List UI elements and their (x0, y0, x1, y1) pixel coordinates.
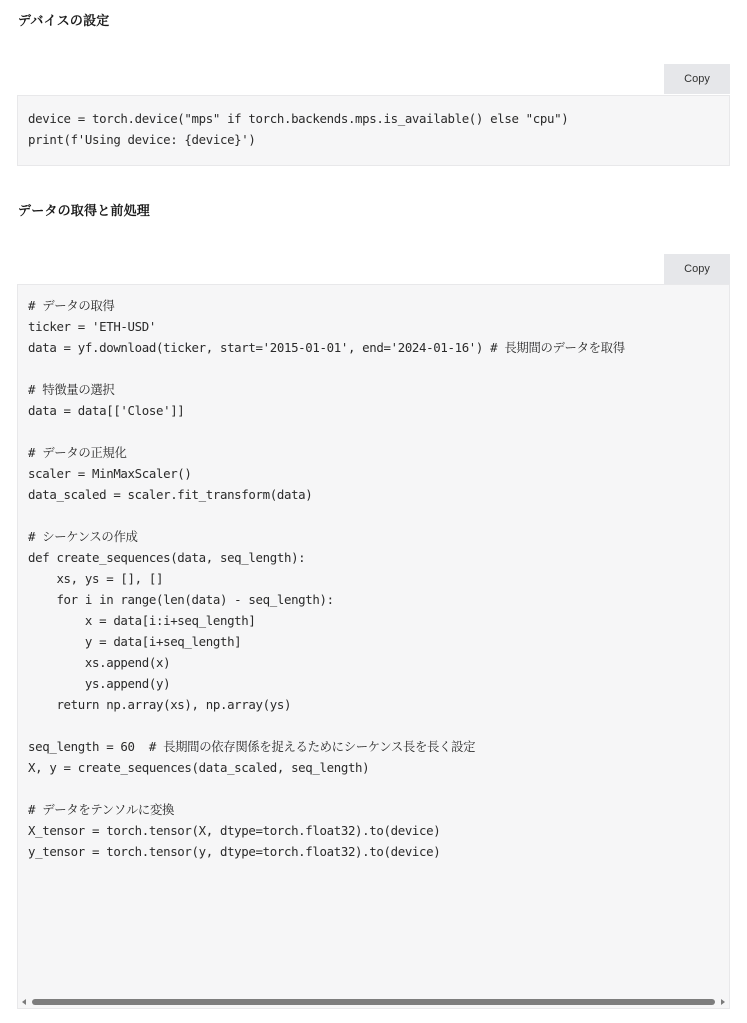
code-content (18, 285, 729, 862)
section-heading-data-preprocessing: データの取得と前処理 (18, 204, 151, 219)
code-line: X, y = create_sequences(data_scaled, seq_length) (28, 760, 370, 775)
section-heading-device-settings: デバイスの設定 (18, 14, 110, 29)
scroll-left-arrow-icon[interactable] (22, 999, 26, 1005)
code-line: # シーケンスの作成 (28, 529, 138, 544)
code-line: def create_sequences(data, seq_length): (28, 550, 306, 565)
code-line: # データの取得 (28, 298, 115, 313)
code-line: data_scaled = scaler.fit_transform(data) (28, 487, 313, 502)
code-line: print(f'Using device: {device}') (28, 132, 256, 147)
code-line: # データの正規化 (28, 445, 127, 460)
code-line: xs, ys = [], [] (28, 571, 164, 586)
code-content (18, 96, 729, 150)
code-line: data = data[['Close']] (28, 403, 185, 418)
copy-button[interactable]: Copy (664, 254, 730, 284)
code-line (28, 505, 729, 526)
code-line (28, 358, 729, 379)
code-line (28, 715, 729, 736)
code-line (28, 778, 729, 799)
code-line: for i in range(len(data) - seq_length): (28, 592, 334, 607)
code-block-device[interactable] (17, 95, 730, 166)
code-line: X_tensor = torch.tensor(X, dtype=torch.float32).to(device) (28, 823, 441, 838)
copy-button[interactable]: Copy (664, 64, 730, 94)
code-line: scaler = MinMaxScaler() (28, 466, 192, 481)
code-line: ys.append(y) (28, 676, 171, 691)
code-line: y = data[i+seq_length] (28, 634, 242, 649)
scroll-right-arrow-icon[interactable] (721, 999, 725, 1005)
code-line (28, 421, 729, 442)
code-line: y_tensor = torch.tensor(y, dtype=torch.float32).to(device) (28, 844, 441, 859)
code-line: xs.append(x) (28, 655, 171, 670)
scrollbar-thumb[interactable] (32, 999, 715, 1005)
code-line: # データをテンソルに変換 (28, 802, 175, 817)
code-line: x = data[i:i+seq_length] (28, 613, 256, 628)
code-line: data = yf.download(ticker, start='2015-01-01', end='2024-01-16') # 長期間のデータを取得 (28, 340, 625, 355)
horizontal-scrollbar[interactable] (18, 996, 729, 1008)
code-line: ticker = 'ETH-USD' (28, 319, 156, 334)
code-line: return np.array(xs), np.array(ys) (28, 697, 292, 712)
code-block-preprocessing[interactable] (17, 284, 730, 1009)
code-line: # 特徴量の選択 (28, 382, 115, 397)
code-line: seq_length = 60 # 長期間の依存関係を捉えるためにシーケンス長を長く設定 (28, 739, 476, 754)
code-line: device = torch.device("mps" if torch.backends.mps.is_available() else "cpu") (28, 111, 569, 126)
